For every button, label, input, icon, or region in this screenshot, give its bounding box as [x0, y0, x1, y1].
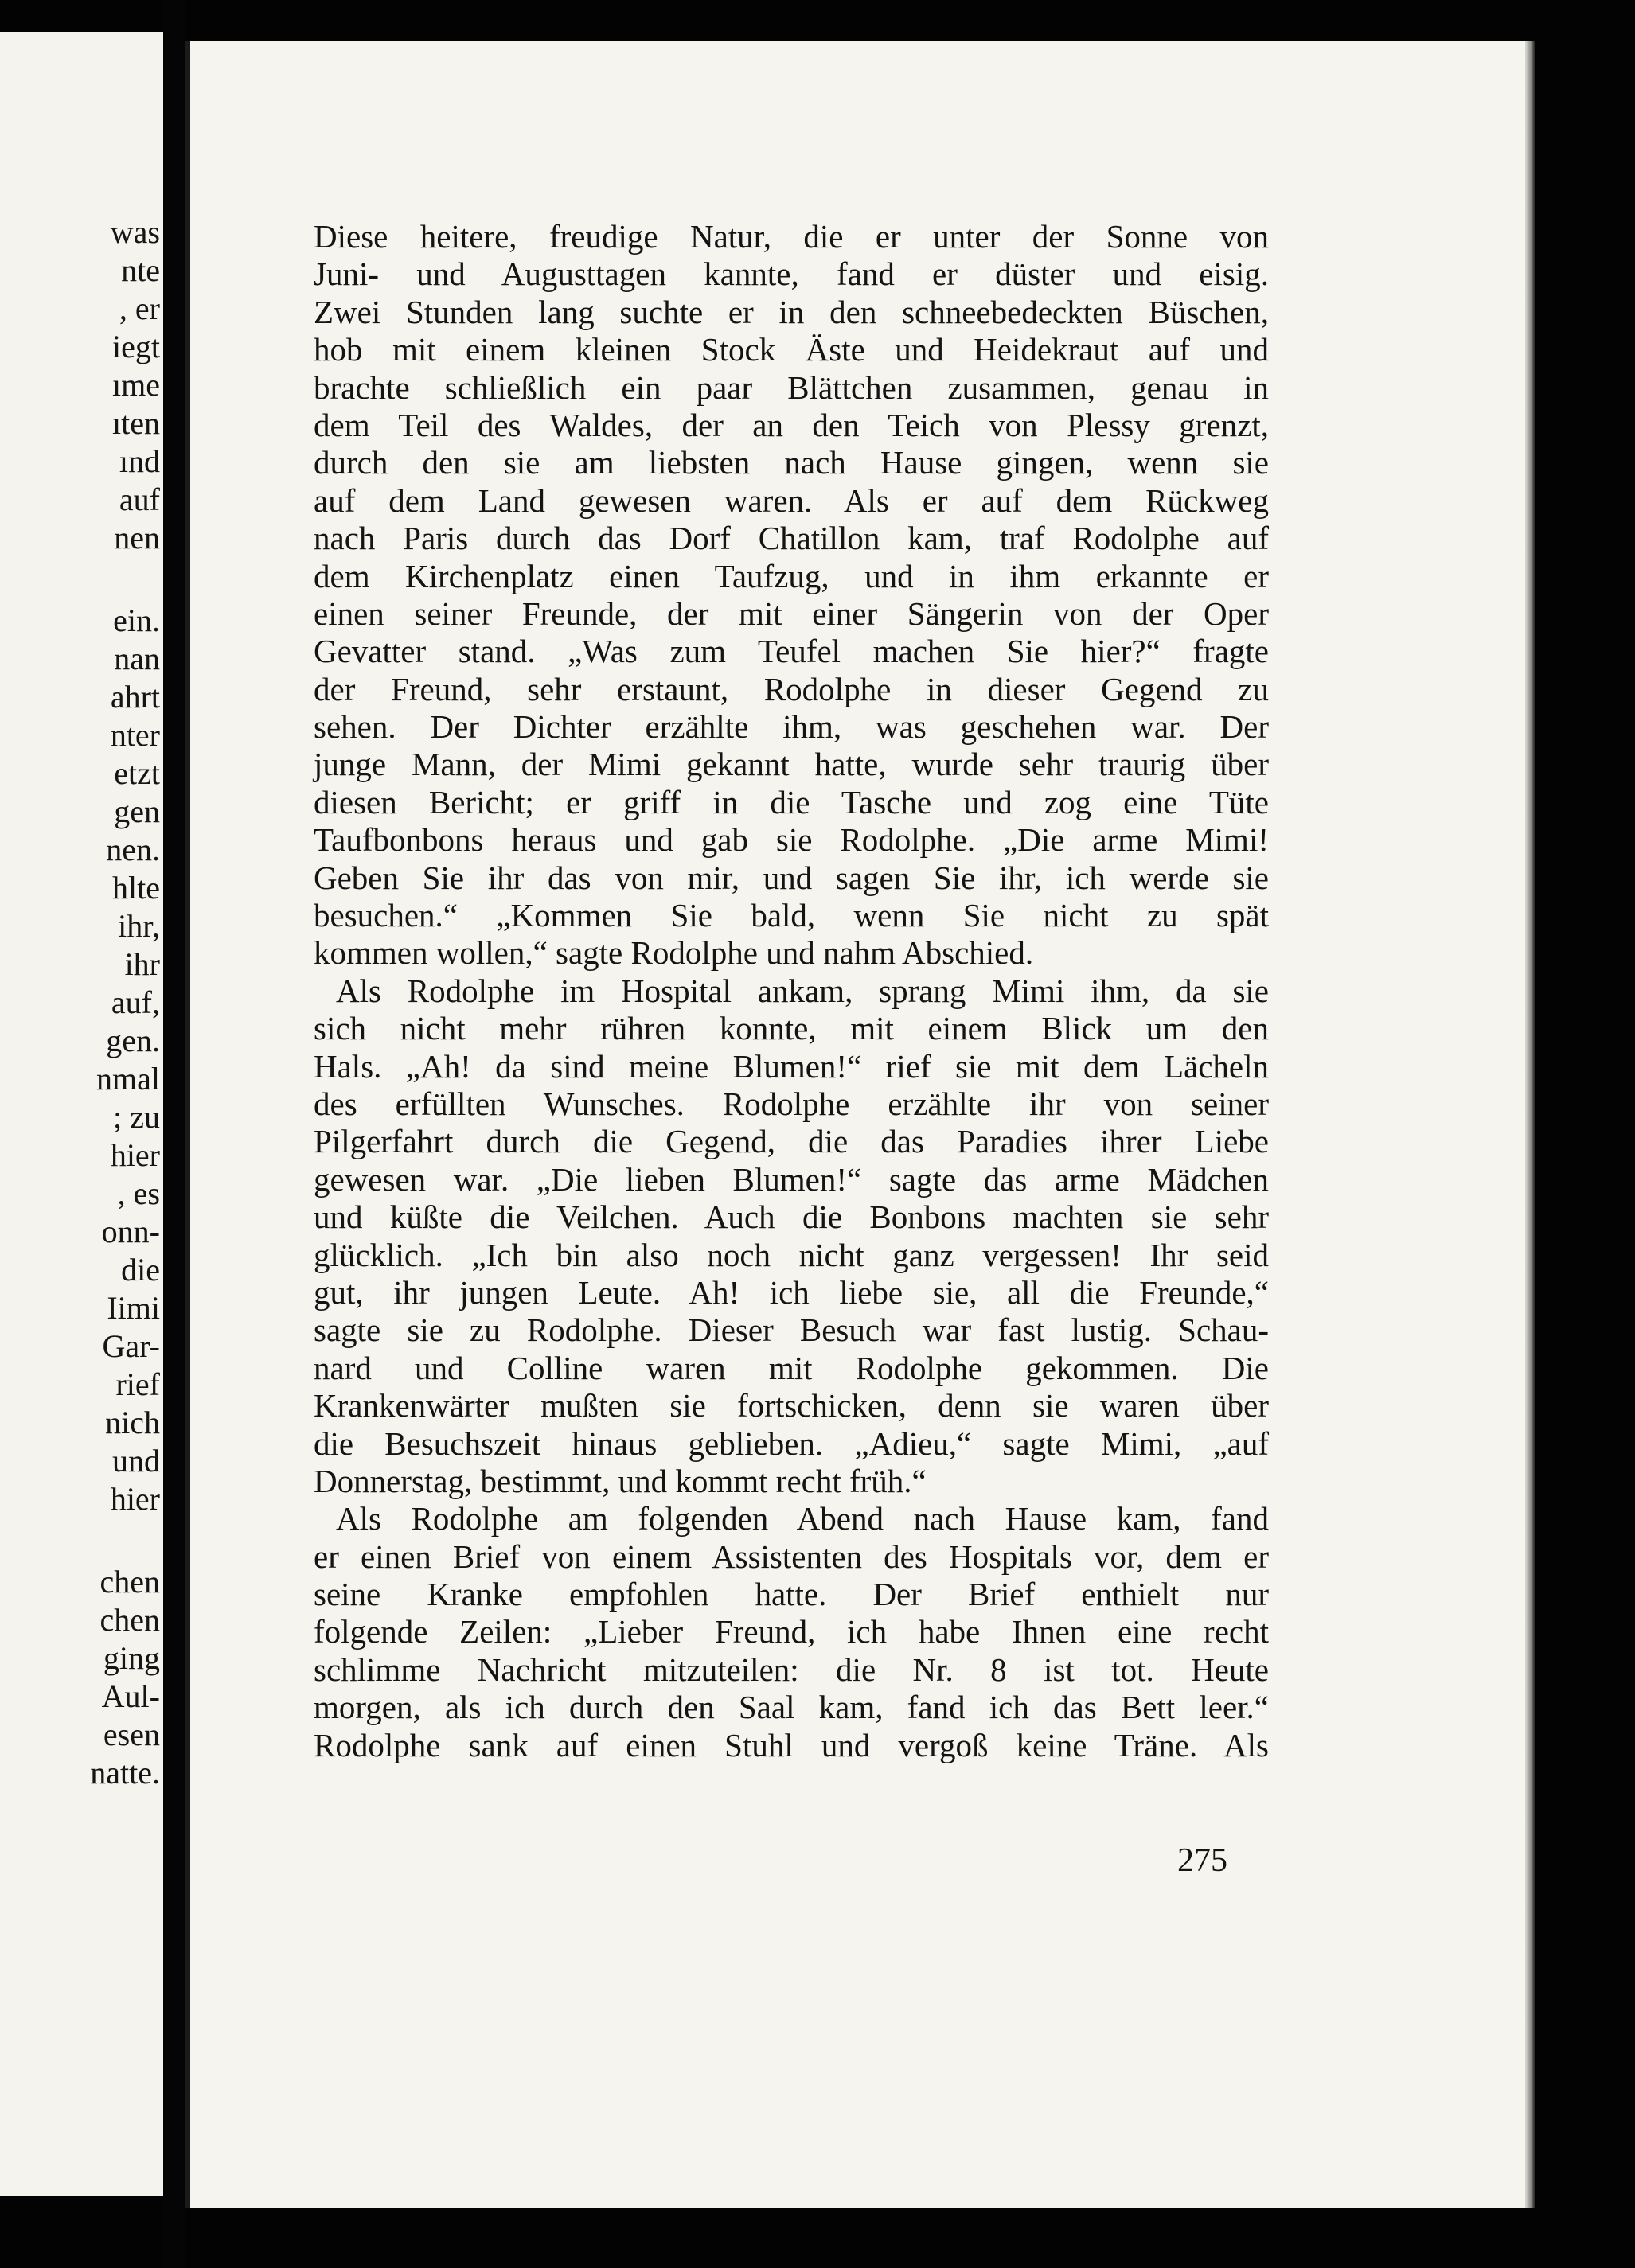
left-page-text-fragment: chen — [100, 1602, 160, 1638]
body-text — [314, 218, 1269, 1764]
text-line: seine Kranke empfohlen hatte. Der Brief enthielt nur — [314, 1576, 1269, 1613]
page-edge-shadow — [1525, 41, 1535, 2208]
left-page-text-fragment: iegt — [112, 329, 160, 364]
text-line: nach Paris durch das Dorf Chatillon kam, traf Rodolphe auf — [314, 520, 1269, 557]
left-page-text-fragment: , es — [117, 1175, 160, 1211]
left-page-text-fragment: ihr, — [118, 908, 160, 944]
left-page-text-fragment: auf — [119, 481, 160, 517]
text-line: nard und Colline waren mit Rodolphe gekommen. Die — [314, 1349, 1269, 1386]
left-page-text-fragment: onn- — [101, 1214, 160, 1249]
text-line: Zwei Stunden lang suchte er in den schneebedeckten Büschen, — [314, 293, 1269, 330]
left-page-text-fragment: hier — [110, 1481, 160, 1517]
left-page-text-fragment: , er — [119, 290, 160, 326]
left-page-text-fragment: ıme — [112, 367, 160, 403]
left-page-text-fragment: nmal — [96, 1061, 160, 1097]
left-page-fragment — [0, 32, 163, 2196]
left-page-text-fragment: und — [112, 1443, 160, 1479]
left-page-text-fragment: nen. — [106, 832, 160, 867]
right-page — [185, 41, 1525, 2208]
text-line: der Freund, sehr erstaunt, Rodolphe in dieser Gegend zu — [314, 670, 1269, 707]
text-line: Taufbonbons heraus und gab sie Rodolphe. „Die arme Mimi! — [314, 821, 1269, 859]
text-line: junge Mann, der Mimi gekannt hatte, wurde sehr traurig über — [314, 746, 1269, 783]
text-line: Als Rodolphe im Hospital ankam, sprang Mimi ihm, da sie — [336, 972, 1269, 1009]
text-line: sehen. Der Dichter erzählte ihm, was geschehen war. Der — [314, 708, 1269, 746]
text-line: Gevatter stand. „Was zum Teufel machen Sie hier?“ fragte — [314, 633, 1269, 670]
left-page-text-fragment: etzt — [114, 755, 160, 791]
left-page-text-fragment: Iimi — [107, 1290, 160, 1326]
text-line: die Besuchszeit hinaus geblieben. „Adieu,“ sagte Mimi, „auf — [314, 1424, 1269, 1462]
text-line: brachte schließlich ein paar Blättchen zusammen, genau in — [314, 368, 1269, 406]
text-line: auf dem Land gewesen waren. Als er auf dem Rückweg — [314, 481, 1269, 519]
text-line: schlimme Nachricht mitzuteilen: die Nr. 8 ist tot. Heute — [314, 1650, 1269, 1688]
text-line: Hals. „Ah! da sind meine Blumen!“ rief sie mit dem Lächeln — [314, 1047, 1269, 1085]
left-page-text-fragment: gen — [114, 793, 160, 829]
left-page-text-fragment: ein. — [113, 602, 160, 638]
text-line: Krankenwärter mußten sie fortschicken, denn sie waren über — [314, 1387, 1269, 1424]
text-line: sich nicht mehr rühren konnte, mit einem Blick um den — [314, 1010, 1269, 1047]
left-page-text-fragment: ; zu — [113, 1099, 160, 1135]
left-page-text-fragment: nen — [114, 520, 160, 555]
left-page-text-fragment: natte. — [90, 1755, 160, 1791]
text-line: des erfüllten Wunsches. Rodolphe erzählte ihr von seiner — [314, 1085, 1269, 1122]
text-line: Als Rodolphe am folgenden Abend nach Hause kam, fand — [336, 1500, 1269, 1537]
left-page-text-fragment: hier — [110, 1137, 160, 1173]
left-page-text-fragment: die — [121, 1252, 160, 1288]
text-line: gewesen war. „Die lieben Blumen!“ sagte das arme Mädchen — [314, 1160, 1269, 1198]
text-line: Geben Sie ihr das von mir, und sagen Sie ihr, ich werde sie — [314, 859, 1269, 896]
left-page-text-fragment: rief — [115, 1366, 160, 1402]
page-number: 275 — [1177, 1842, 1227, 1879]
text-line: hob mit einem kleinen Stock Äste und Heidekraut auf und — [314, 331, 1269, 368]
text-line: glücklich. „Ich bin also noch nicht ganz vergessen! Ihr seid — [314, 1236, 1269, 1273]
text-line: Donnerstag, bestimmt, und kommt recht früh.“ — [314, 1462, 927, 1499]
text-line: kommen wollen,“ sagte Rodolphe und nahm Abschied. — [314, 934, 1034, 972]
left-page-text-fragment: chen — [100, 1564, 160, 1600]
text-line: dem Teil des Waldes, der an den Teich von Plessy grenzt, — [314, 406, 1269, 443]
text-line: dem Kirchenplatz einen Taufzug, und in ihm erkannte er — [314, 557, 1269, 594]
left-page-text-fragment: ging — [103, 1640, 160, 1676]
text-line: durch den sie am liebsten nach Hause gingen, wenn sie — [314, 444, 1269, 481]
left-page-text-fragment: was — [110, 214, 160, 250]
text-line: Pilgerfahrt durch die Gegend, die das Paradies ihrer Liebe — [314, 1123, 1269, 1160]
left-page-text-fragment: nter — [110, 717, 160, 753]
left-page-text-fragment: Gar- — [102, 1328, 160, 1364]
text-line: Rodolphe sank auf einen Stuhl und vergoß keine Träne. Als — [314, 1726, 1269, 1763]
left-page-text-fragment: hlte — [112, 870, 160, 906]
text-line: sagte sie zu Rodolphe. Dieser Besuch war fast lustig. Schau- — [314, 1311, 1269, 1349]
text-line: und küßte die Veilchen. Auch die Bonbons machten sie sehr — [314, 1198, 1269, 1236]
text-line: Juni- und Augusttagen kannte, fand er düster und eisig. — [314, 255, 1269, 293]
left-page-text-fragment: esen — [103, 1717, 160, 1752]
text-line: morgen, als ich durch den Saal kam, fand ich das Bett leer.“ — [314, 1689, 1269, 1726]
left-page-text-fragment: ihr — [124, 946, 160, 982]
left-page-text-fragment: nan — [114, 641, 160, 676]
text-line: besuchen.“ „Kommen Sie bald, wenn Sie nicht zu spät — [314, 897, 1269, 934]
left-page-text-fragment: nte — [121, 252, 160, 288]
text-line: er einen Brief von einem Assistenten des Hospitals vor, dem er — [314, 1537, 1269, 1575]
left-page-text-fragment: auf, — [111, 984, 160, 1020]
text-line: gut, ihr jungen Leute. Ah! ich liebe sie, all die Freunde,“ — [314, 1273, 1269, 1311]
left-page-text-fragment: ınd — [119, 443, 160, 479]
text-line: folgende Zeilen: „Lieber Freund, ich habe Ihnen eine recht — [314, 1613, 1269, 1650]
text-line: diesen Bericht; er griff in die Tasche und zog eine Tüte — [314, 783, 1269, 820]
book-gutter — [163, 0, 185, 2268]
left-page-text-fragment: nich — [105, 1405, 160, 1440]
left-page-text-fragment: ahrt — [110, 679, 160, 715]
text-line: einen seiner Freunde, der mit einer Sängerin von der Oper — [314, 594, 1269, 632]
left-page-text-fragment: Aul- — [101, 1678, 160, 1714]
text-line: Diese heitere, freudige Natur, die er unter der Sonne von — [314, 218, 1269, 255]
left-page-text-fragment: ıten — [112, 405, 160, 441]
left-page-text-fragment: gen. — [106, 1023, 160, 1058]
